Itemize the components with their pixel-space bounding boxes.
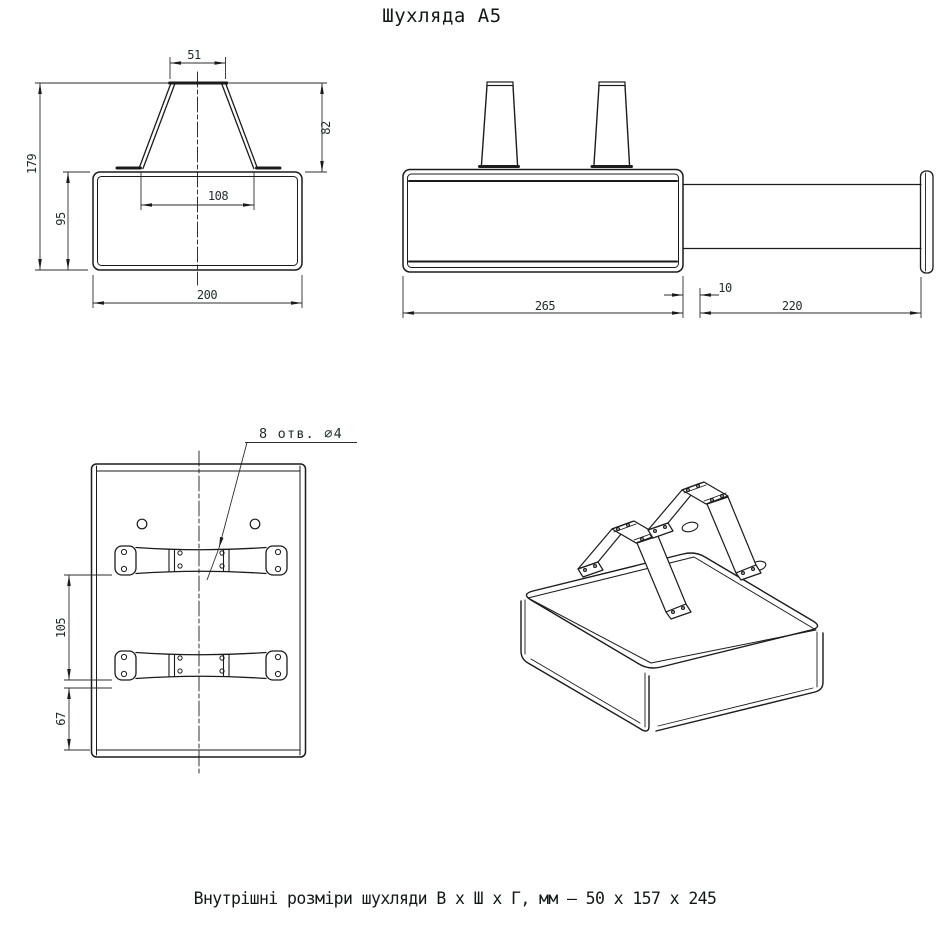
side-view <box>403 82 933 273</box>
dim-box-length: 265 <box>534 299 556 313</box>
holes-label: 8 отв. ∅4 <box>259 426 343 442</box>
front-view <box>93 72 302 285</box>
dim-gap: 10 <box>718 281 732 295</box>
iso-bracket-near <box>578 521 691 619</box>
isometric-view <box>521 482 823 731</box>
dim-box-width: 200 <box>196 288 218 302</box>
top-view <box>92 451 306 774</box>
dim-box-height: 95 <box>54 212 68 226</box>
dim-total-height: 179 <box>25 153 39 175</box>
bracket-upper <box>115 546 287 575</box>
dim-handle-height: 82 <box>319 121 333 135</box>
dim-bracket-spacing: 105 <box>54 617 68 639</box>
dim-feet-span: 108 <box>207 189 229 203</box>
dim-bottom-offset: 67 <box>54 712 68 726</box>
dim-rail-length: 220 <box>781 299 803 313</box>
internal-dimensions-note: Внутрішні розміри шухляди В х Ш х Г, мм – 50 х 157 х 245 <box>193 889 717 908</box>
dim-handle-top-width: 51 <box>187 48 201 62</box>
page-title: Шухляда А5 <box>382 5 502 27</box>
side-view-dimensions <box>403 276 921 318</box>
bracket-lower <box>115 651 287 680</box>
top-view-dimensions <box>64 443 357 751</box>
